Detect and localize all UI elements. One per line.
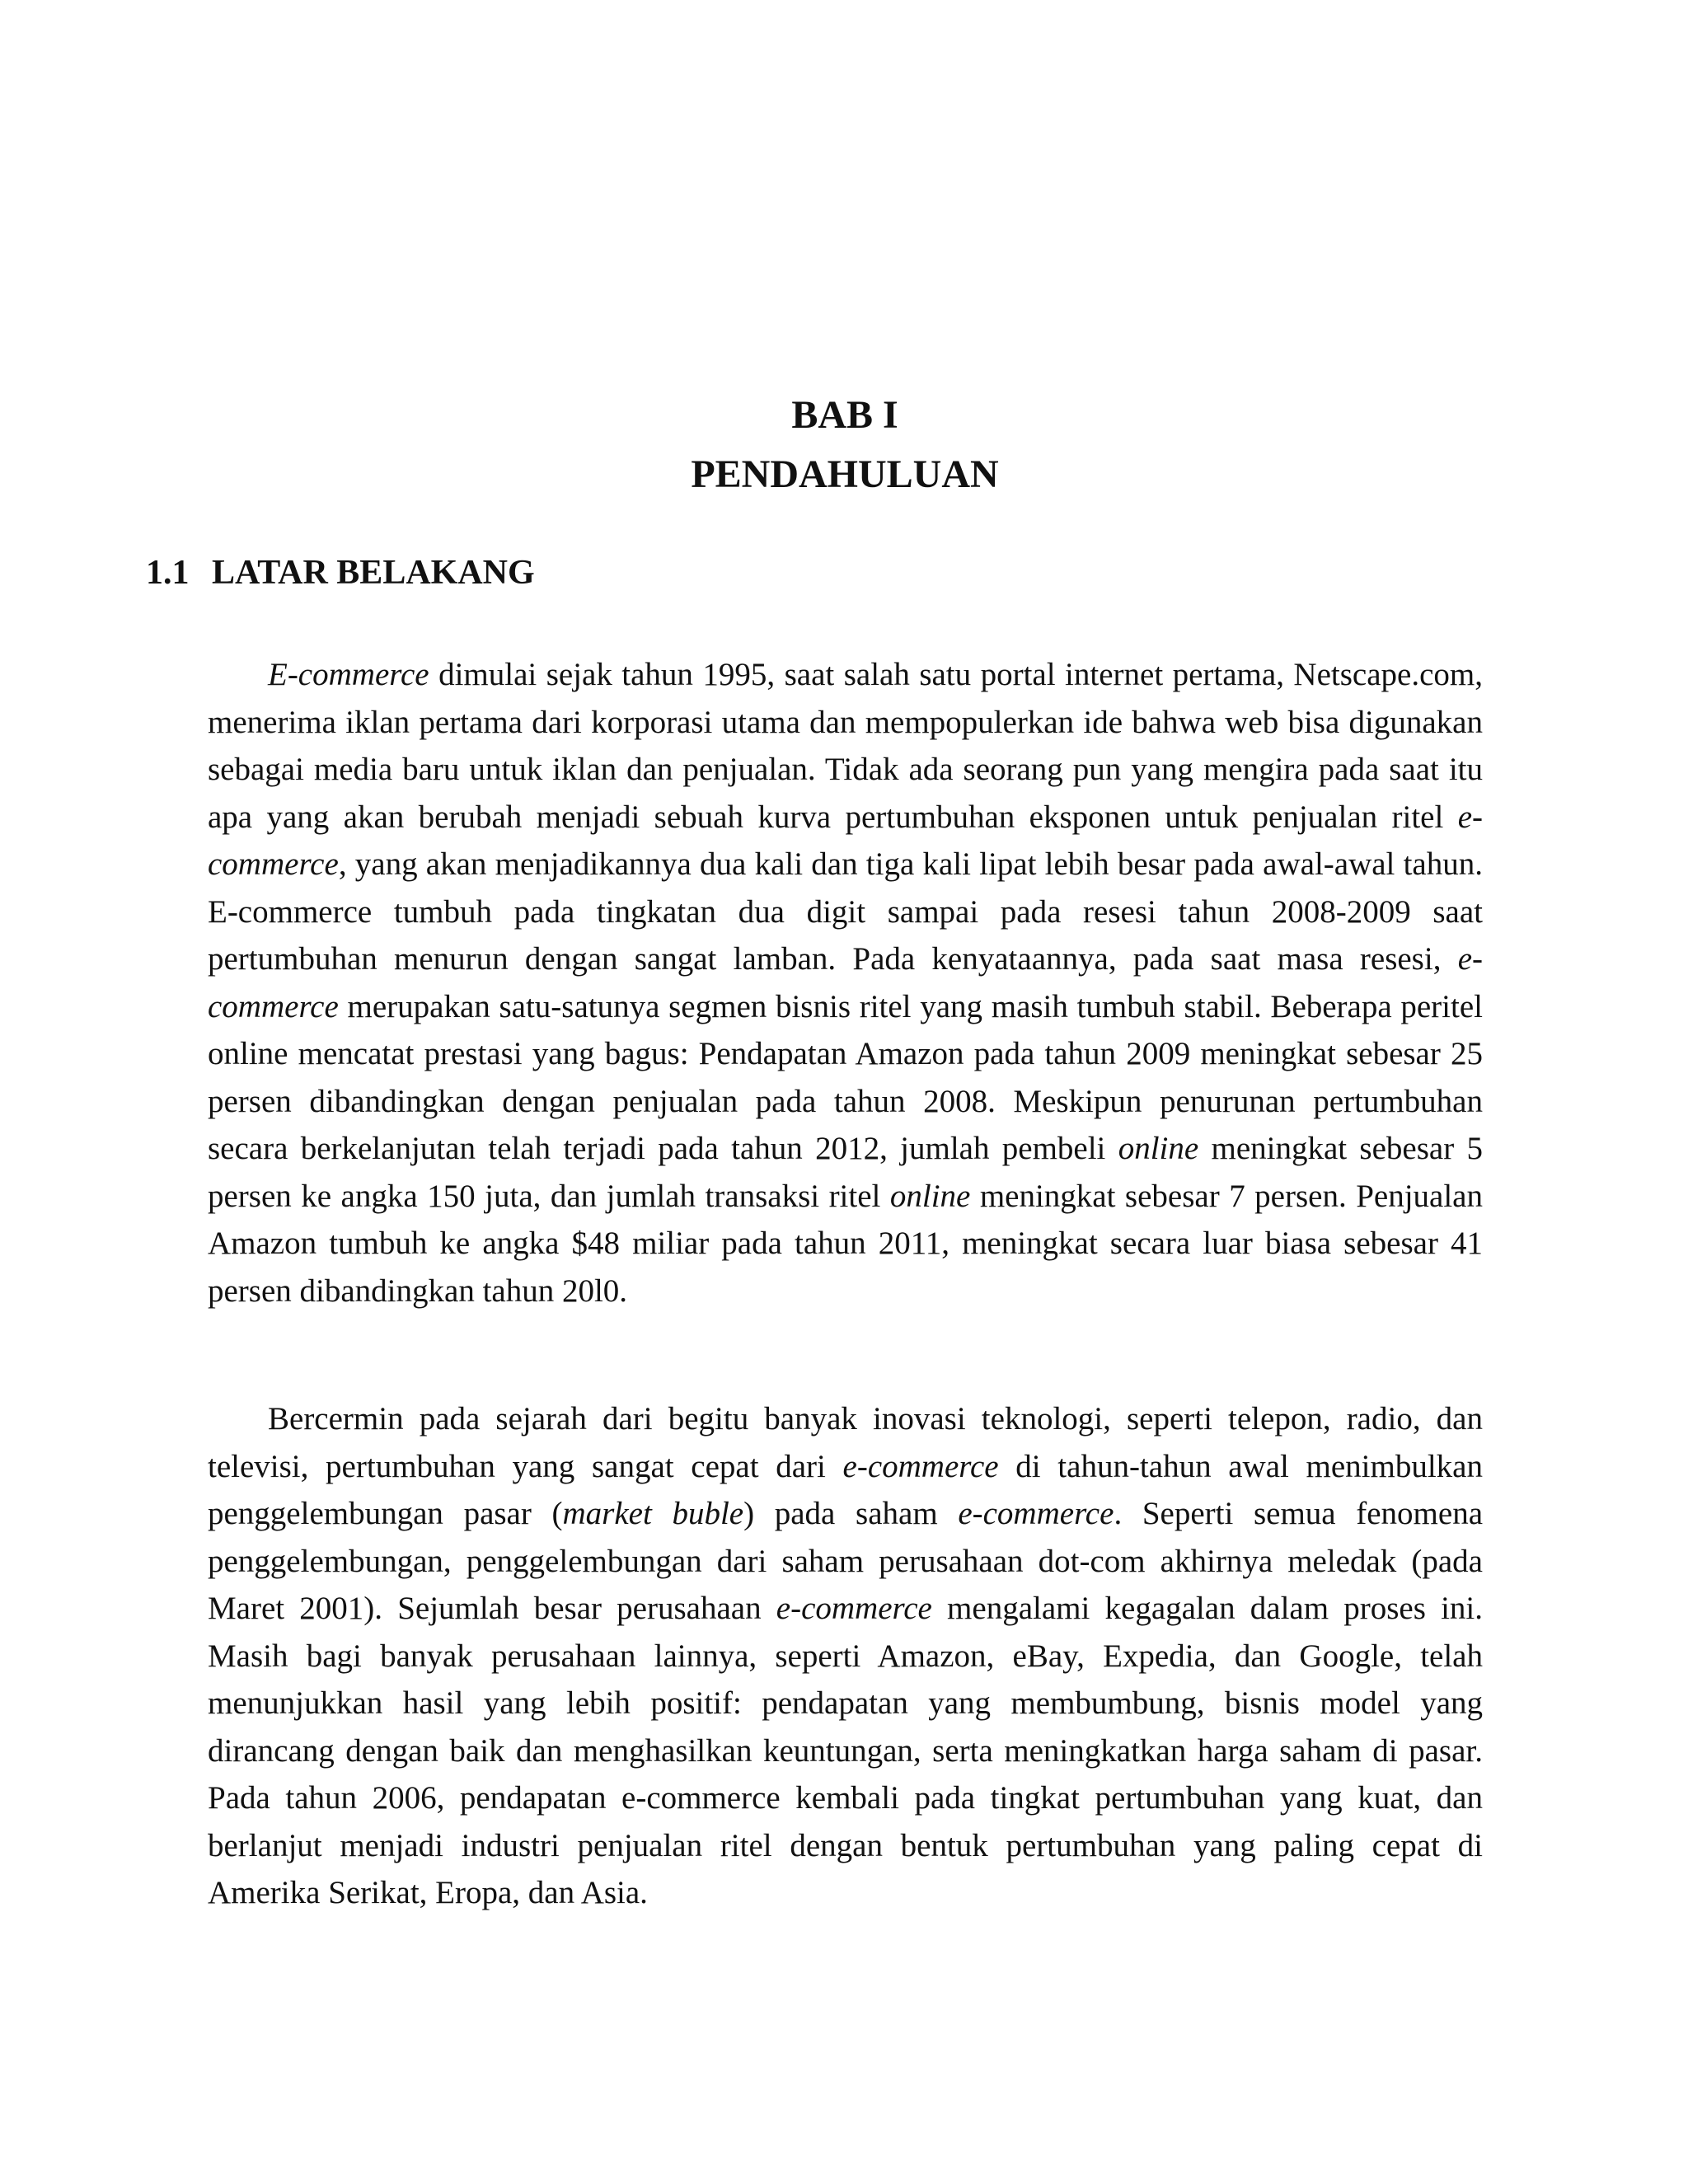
text-segment: e-commerce — [958, 1496, 1114, 1531]
text-segment: online — [889, 1178, 971, 1214]
text-segment: mengalami kegagalan dalam proses ini. Masih bagi banyak perusahaan lainnya, seperti Amazon, eBay, Expedia, dan Google, telah menunjukkan hasil yang lebih positif: pendapatan yang membumbung, bisnis model yang dirancang dengan baik dan menghasilkan keuntungan, serta meningkatkan harga saham di pasar. Pada tahun 2006, pendapatan e-commerce kembali pada tingkat pertumbuhan yang kuat, dan berlanjut menjadi industri penjualan ritel dengan bentuk pertumbuhan yang paling cepat di Amerika Serikat, Eropa, dan Asia. — [208, 1591, 1483, 1910]
text-segment: di tahun-tahun awal menimbulkan penggelembungan pasar ( — [208, 1448, 1483, 1531]
text-segment: market buble — [562, 1496, 744, 1531]
text-segment: . Seperti semua fenomena penggelembungan, penggelembungan dari saham perusahaan dot-com akhirnya meledak (pada Maret 2001). Sejumlah besar perusahaan — [208, 1496, 1484, 1626]
text-segment: e-commerce — [776, 1591, 932, 1626]
text-segment: e-commerce — [208, 799, 1483, 882]
chapter-title: PENDAHULUAN — [691, 452, 999, 496]
text-segment: meningkat sebesar 5 persen ke angka 150 juta, dan jumlah transaksi ritel — [208, 1131, 1483, 1214]
text-segment: e-commerce — [208, 941, 1483, 1024]
text-segment: merupakan satu-satunya segmen bisnis ritel yang masih tumbuh stabil. Beberapa peritel online mencatat prestasi yang bagus: Pendapatan Amazon pada tahun 2009 meningkat sebesar 25 persen dibandingkan dengan penjualan pada tahun 2008. Meskipun penurunan pertumbuhan secara berkelanjutan telah terjadi pada tahun 2012, jumlah pembeli — [208, 988, 1483, 1166]
paragraph-1 — [208, 651, 1483, 1315]
section-heading — [146, 548, 535, 598]
text-segment: e-commerce — [842, 1448, 999, 1484]
section-number: 1.1 — [146, 554, 190, 592]
chapter-label: BAB I — [791, 393, 898, 437]
chapter-heading — [206, 386, 1484, 504]
text-segment: ) pada saham — [743, 1496, 959, 1531]
text-segment: E-commerce — [268, 657, 429, 692]
section-title: LATAR BELAKANG — [212, 554, 535, 592]
paragraph-2 — [208, 1395, 1483, 1917]
text-segment: meningkat sebesar 7 persen. Penjualan Amazon tumbuh ke angka $48 miliar pada tahun 2011, meningkat secara luar biasa sebesar 41 persen dibandingkan tahun 20l0. — [208, 1178, 1483, 1309]
text-segment: online — [1118, 1131, 1199, 1166]
text-segment: , yang akan menjadikannya dua kali dan tiga kali lipat lebih besar pada awal-awal tahun. E-commerce tumbuh pada tingkatan dua digit sampai pada resesi tahun 2008-2009 saat pertumbuhan menurun dengan sangat lamban. Pada kenyataannya, pada saat masa resesi, — [208, 846, 1483, 977]
text-segment: Bercermin pada sejarah dari begitu banyak inovasi teknologi, seperti telepon, radio, dan televisi, pertumbuhan yang sangat cepat dari — [208, 1401, 1483, 1484]
text-segment: dimulai sejak tahun 1995, saat salah satu portal internet pertama, Netscape.com, menerima iklan pertama dari korporasi utama dan mempopulerkan ide bahwa web bisa digunakan sebagai media baru untuk iklan dan penjualan. Tidak ada seorang pun yang mengira pada saat itu apa yang akan berubah menjadi sebuah kurva pertumbuhan eksponen untuk penjualan ritel — [208, 657, 1483, 835]
